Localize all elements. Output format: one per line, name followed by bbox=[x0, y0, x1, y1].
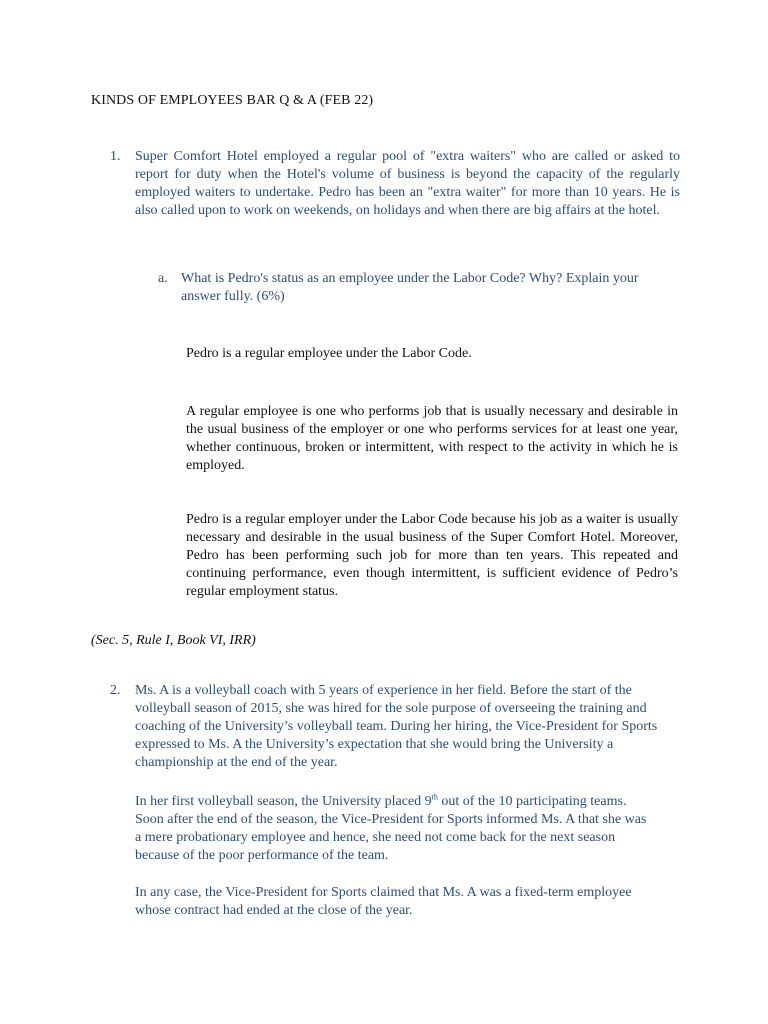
citation: (Sec. 5, Rule I, Book VI, IRR) bbox=[91, 633, 256, 648]
question-2-paragraph-2 bbox=[135, 793, 655, 865]
question-2 bbox=[110, 682, 680, 772]
question-1 bbox=[110, 148, 680, 220]
question-number: 1. bbox=[110, 149, 121, 164]
paragraph-text: out of the 10 participating teams. Soon after the end of the season, the Vice-President for Sports informed Ms. A that she was a mere probationary employee and hence, she need not come back for the next season because of the poor performance of the team. bbox=[135, 794, 647, 863]
sub-question-letter: a. bbox=[158, 271, 168, 286]
question-2-paragraph-3: In any case, the Vice-President for Sports claimed that Ms. A was a fixed-term employee whose contract had ended at the close of the year. bbox=[135, 885, 632, 918]
ordinal-suffix: th bbox=[431, 792, 438, 802]
sub-question-text: What is Pedro's status as an employee under the Labor Code? Why? Explain your answer fully. (6%) bbox=[181, 271, 639, 304]
question-text: Super Comfort Hotel employed a regular pool of "extra waiters" who are called or asked to report for duty when the Hotel's volume of business is beyond the capacity of the regularly employed waiters to undertake. Pedro has been an "extra waiter" for more than 10 years. He is also called upon to work on weekends, on holidays and when there are big affairs at the hotel. bbox=[135, 149, 680, 218]
paragraph-text: In her first volleyball season, the University placed 9 bbox=[135, 794, 432, 809]
answer-paragraph: Pedro is a regular employee under the Labor Code. bbox=[186, 346, 472, 361]
sub-question-a bbox=[158, 270, 658, 306]
answer-paragraph: Pedro is a regular employer under the Labor Code because his job as a waiter is usually necessary and desirable in the usual business of the Super Comfort Hotel. Moreover, Pedro has been performing such job for more than ten years. This repeated and continuing performance, even though intermittent, is sufficient evidence of Pedro’s regular employment status. bbox=[186, 512, 678, 599]
document-title: KINDS OF EMPLOYEES BAR Q & A (FEB 22) bbox=[91, 93, 374, 108]
question-number: 2. bbox=[110, 683, 121, 698]
answer-paragraph: A regular employee is one who performs job that is usually necessary and desirable in the usual business of the employer or one who performs services for at least one year, whether continuous, broken or intermittent, with respect to the activity in which he is employed. bbox=[186, 404, 678, 473]
question-text: Ms. A is a volleyball coach with 5 years of experience in her field. Before the start of the volleyball season of 2015, she was hired for the sole purpose of overseeing the training and coaching of the University’s volleyball team. During her hiring, the Vice-President for Sports expressed to Ms. A the University’s expectation that she would bring the University a championship at the end of the year. bbox=[135, 683, 658, 770]
